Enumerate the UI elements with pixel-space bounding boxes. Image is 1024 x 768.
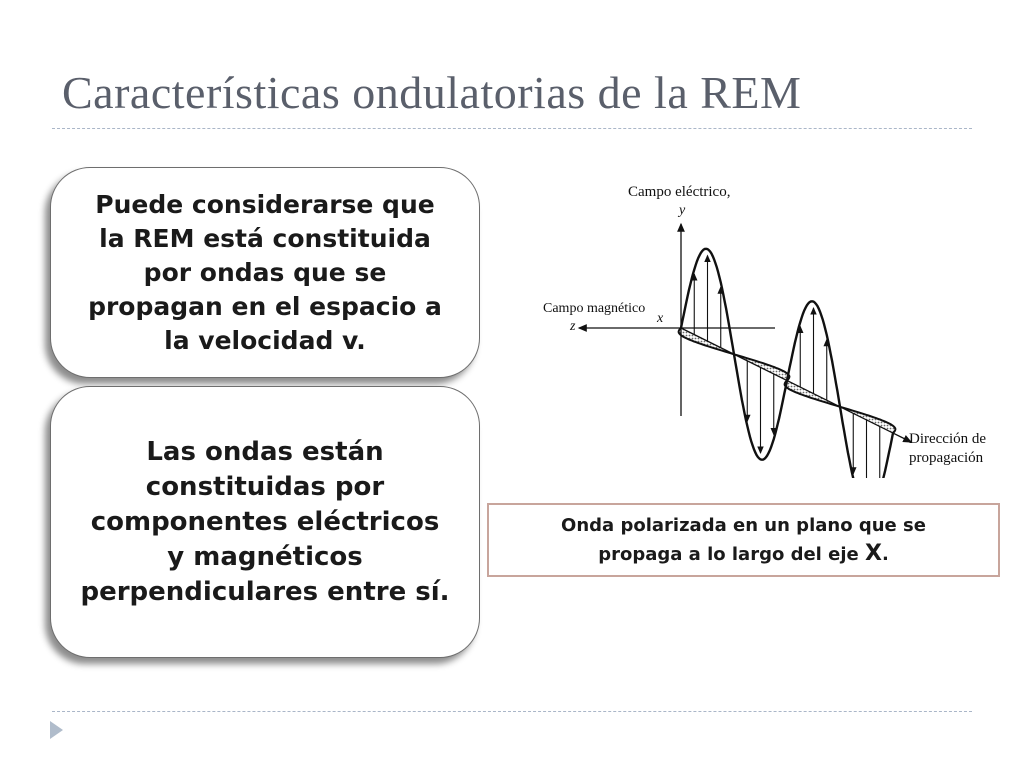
em-wave-diagram: [538, 178, 1008, 478]
direction-label: propagación: [909, 450, 984, 466]
x-axis-label: x: [657, 311, 664, 326]
caption-text: .: [881, 543, 889, 565]
statement-line: propagan en el espacio a: [88, 291, 442, 321]
slide-bullet-icon: [50, 721, 63, 739]
statement-line: por ondas que se: [143, 257, 387, 287]
z-axis-label: z: [570, 319, 576, 334]
direction-label: Dirección de: [909, 431, 987, 447]
electric-field-curve: [681, 249, 893, 478]
caption-text: propaga a lo largo del eje: [598, 543, 865, 565]
figure-caption: [487, 503, 1000, 577]
statement-box-components: [50, 386, 480, 658]
statement-text: [88, 188, 442, 358]
statement-line: Puede considerarse que: [95, 189, 435, 219]
statement-line: perpendiculares entre sí.: [80, 576, 450, 607]
statement-box-propagation: [50, 167, 480, 378]
magnetic-field-label: Campo magnético: [543, 301, 646, 316]
statement-line: Las ondas están: [146, 436, 384, 467]
propagation-axis-line: [681, 328, 903, 438]
statement-line: componentes eléctricos: [90, 506, 440, 537]
electric-field-label: Campo eléctrico,: [628, 184, 731, 200]
caption-line: [561, 540, 926, 569]
footer-divider: [52, 711, 972, 712]
slide-title: Características ondulatorias de la REM: [62, 67, 802, 118]
statement-line: y magnéticos: [167, 541, 363, 572]
statement-line: la velocidad v.: [164, 325, 366, 355]
statement-text: [80, 435, 449, 610]
statement-line: constituidas por: [145, 471, 385, 502]
caption-axis: X: [864, 540, 882, 566]
title-divider: [52, 128, 972, 129]
y-axis-label: y: [679, 203, 686, 218]
statement-line: la REM está constituida: [99, 223, 431, 253]
caption-line: Onda polarizada en un plano que se: [561, 514, 926, 536]
